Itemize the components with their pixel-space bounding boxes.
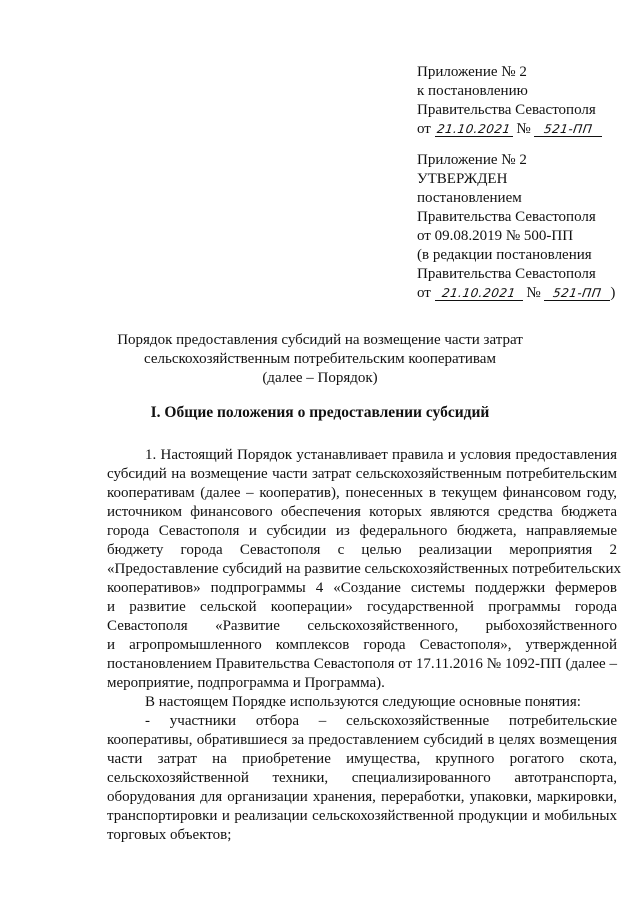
text-line: источником финансового обеспечения которых являются средства бюджета: [107, 504, 617, 520]
document-title: [0, 331, 640, 388]
text-line: торговых объектов;: [107, 827, 232, 843]
text-line: постановлением Правительства Севастополя от 17.11.2016 № 1092-ПП (далее –: [107, 656, 617, 672]
text-line: и развитие сельской кооперации» государственной программы города: [107, 599, 617, 615]
appendix-line: Правительства Севастополя: [417, 209, 596, 225]
handwritten-number: 521-ПП: [534, 122, 602, 137]
title-line: сельскохозяйственным потребительским кооперативам: [144, 351, 496, 367]
from-label: от: [417, 285, 431, 301]
text-line: и агропромышленного комплексов города Севастополя», утвержденной: [107, 637, 617, 653]
appendix-line: от 09.08.2019 № 500-ПП: [417, 228, 574, 244]
appendix-line: УТВЕРЖДЕН: [417, 171, 508, 187]
number-label: №: [526, 285, 541, 301]
text-line: субсидий на возмещение части затрат сельскохозяйственным потребительским: [107, 466, 617, 482]
appendix-line: Правительства Севастополя: [417, 102, 596, 118]
text-line: кооперативы, обратившиеся за предоставлением субсидий в целях возмещения: [107, 732, 617, 748]
title-line: (далее – Порядок): [262, 370, 378, 386]
appendix-header-2: [417, 151, 632, 303]
section-heading: I. Общие положения о предоставлении субсидий: [150, 404, 490, 421]
handwritten-date: 21.10.2021: [435, 286, 523, 301]
text-line: сельскохозяйственной техники, специализированного автотранспорта,: [107, 770, 617, 786]
body-text: [107, 446, 622, 845]
appendix-header-1: [417, 63, 632, 139]
appendix-line: (в редакции постановления: [417, 247, 592, 263]
handwritten-number: 521-ПП: [544, 286, 610, 301]
text-line: транспортировки и реализации сельскохозяйственной продукции и мобильных: [107, 808, 617, 824]
paragraph-3: [107, 712, 617, 845]
text-line: города Севастополя и субсидии из федерального бюджета, направляемые: [107, 523, 617, 539]
paragraph-2: В настоящем Порядке используются следующие основные понятия:: [145, 694, 581, 710]
appendix-line: Приложение № 2: [417, 64, 527, 80]
number-label: №: [516, 121, 531, 137]
text-line: 1. Настоящий Порядок устанавливает правила и условия предоставления: [145, 447, 617, 463]
text-line: - участники отбора – сельскохозяйственные потребительские: [145, 713, 617, 729]
text-line: оборудования для организации хранения, переработки, упаковки, маркировки,: [107, 789, 617, 805]
text-line: кооперативов» подпрограммы 4 «Создание системы поддержки фермеров: [107, 580, 617, 596]
appendix-line: Приложение № 2: [417, 152, 527, 168]
text-line: части затрат на приобретение имущества, крупного рогатого скота,: [107, 751, 617, 767]
appendix-line: Правительства Севастополя: [417, 266, 596, 282]
appendix-date-line: [417, 120, 632, 139]
from-label: от: [417, 121, 431, 137]
paragraph-1: [107, 446, 622, 693]
text-line: кооперативам (далее – кооператив), понесенных в текущем финансовом году,: [107, 485, 617, 501]
text-line: мероприятие, подпрограмма и Программа).: [107, 675, 385, 691]
handwritten-date: 21.10.2021: [435, 122, 512, 136]
text-line: «Предоставление субсидий на развитие сельскохозяйственных потребительских: [107, 561, 622, 577]
appendix-date-line: [417, 284, 632, 303]
appendix-line: постановлением: [417, 190, 522, 206]
closing-paren: ): [610, 285, 616, 301]
appendix-line: к постановлению: [417, 83, 528, 99]
title-line: Порядок предоставления субсидий на возмещение части затрат: [117, 332, 523, 348]
text-line: Севастополя «Развитие сельскохозяйственного, рыбохозяйственного: [107, 618, 617, 634]
text-line: бюджету города Севастополя с целью реализации мероприятия 2: [107, 542, 617, 558]
